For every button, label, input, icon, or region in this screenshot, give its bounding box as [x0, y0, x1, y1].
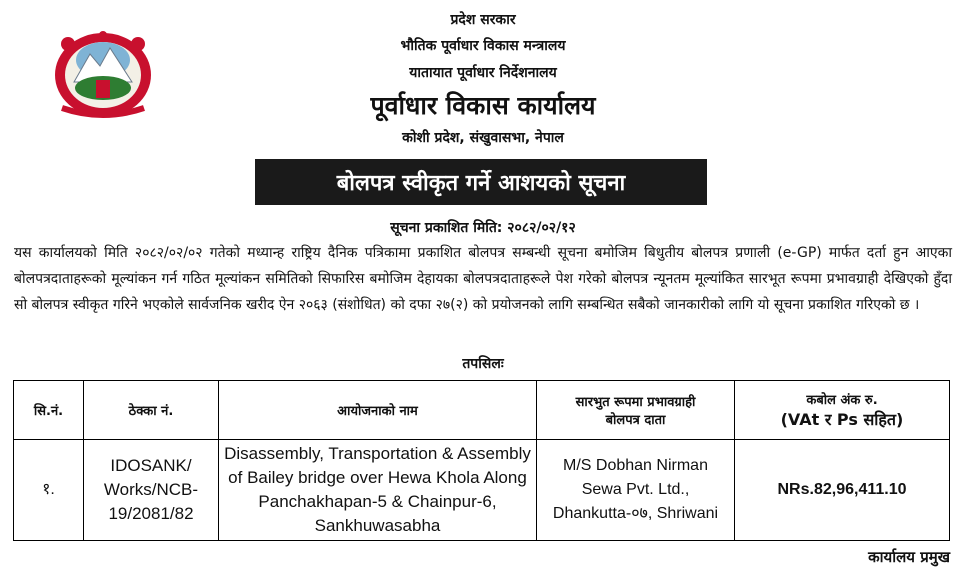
col-header-amount	[735, 381, 950, 440]
bid-details-table	[13, 380, 950, 541]
details-heading: तपसिलः	[462, 356, 504, 372]
table-row	[14, 440, 950, 541]
header-office-name: पूर्वाधार विकास कार्यालय	[370, 91, 596, 120]
cell-amount: NRs.82,96,411.10	[735, 440, 950, 541]
col-header-amount-line2: (VAt र Ps सहित)	[780, 410, 904, 429]
signature-office-chief: कार्यालय प्रमुख	[868, 548, 950, 566]
header-province-government: प्रदेश सरकार	[450, 12, 516, 28]
cell-bidder: M/S Dobhan Nirman Sewa Pvt. Ltd., Dhankutta-०७, Shriwani	[537, 440, 735, 541]
col-header-bidder-line2: बोलपत्र दाता	[605, 413, 666, 428]
notice-paragraph: यस कार्यालयको मिति २०८२/०२/०२ गतेको मध्यान्ह राष्ट्रिय दैनिक पत्रिकामा प्रकाशित बोलपत्र सम्बन्धी सूचना बमोजिम बिधुतीय बोलपत्र प्रणाली (e-GP) मार्फत दर्ता हुन आएका बोलपत्रदाताहरूको मूल्यांकन गर्न गठित मूल्यांकन समितिको सिफारिस बमोजिम देहायका बोलपत्रदाताहरूले पेश गरेको बोलपत्र न्यूनतम मूल्यांकित सारभूत रूपमा प्रभावग्राही देखिएको हुँदा सो बोलपत्र स्वीकृत गरिने भएकोले सार्वजनिक खरीद ऐन २०६३ (संशोधित) को दफा २७(२) को प्रयोजनको लागि सम्बन्धित सबैको जानकारीको लागि यो सूचना प्रकाशित गरिएको छ ।	[14, 245, 952, 313]
col-header-bidder-line1: सारभुत रूपमा प्रभावग्राही	[575, 395, 696, 410]
col-header-sn: सि.नं.	[14, 381, 84, 440]
cell-project-name: Disassembly, Transportation & Assembly of Bailey bridge over Hewa Khola Along Panchakhapan-5 & Chainpur-6, Sankhuwasabha	[219, 440, 537, 541]
table-header-row	[14, 381, 950, 440]
header-address: कोशी प्रदेश, संखुवासभा, नेपाल	[402, 130, 564, 146]
cell-contract-no: IDOSANK/ Works/NCB- 19/2081/82	[84, 440, 219, 541]
notice-title-banner: बोलपत्र स्वीकृत गर्ने आशयको सूचना	[255, 159, 707, 205]
publish-date: सूचना प्रकाशित मिति: २०८२/०२/१२	[390, 220, 576, 236]
col-header-bidder	[537, 381, 735, 440]
col-header-contract-no: ठेक्का नं.	[84, 381, 219, 440]
cell-sn: १.	[14, 440, 84, 541]
col-header-project-name: आयोजनाको नाम	[219, 381, 537, 440]
col-header-amount-line1: कबोल अंक रु.	[806, 393, 878, 408]
header-directorate: यातायात पूर्वाधार निर्देशनालय	[409, 65, 557, 81]
header-ministry: भौतिक पूर्वाधार विकास मन्त्रालय	[400, 38, 566, 54]
